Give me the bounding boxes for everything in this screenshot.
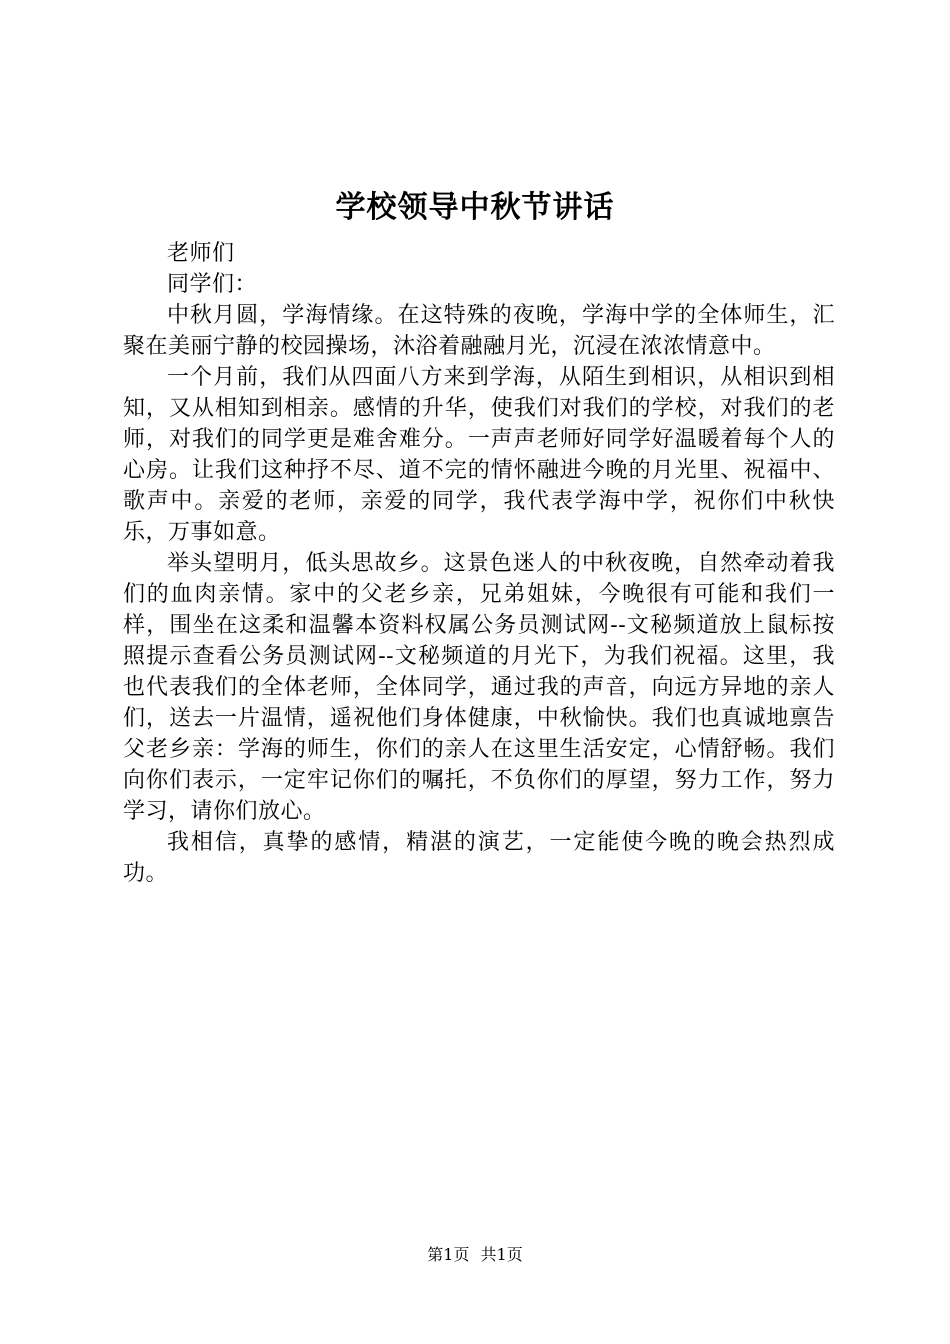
page-number: 第1页 bbox=[427, 1245, 470, 1264]
paragraph: 举头望明月，低头思故乡。这景色迷人的中秋夜晚，自然牵动着我们的血肉亲情。家中的父老乡亲，兄弟姐妹，今晚很有可能和我们一样，围坐在这柔和温馨本资料权属公务员测试网--文秘频道放上鼠标按照提示查看公务员测试网--文秘频道的月光下，为我们祝福。这里，我也代表我们的全体老师，全体同学，通过我的声音，向远方异地的亲人们，送去一片温情，遥祝他们身体健康，中秋愉快。我们也真诚地禀告父老乡亲：学海的师生，你们的亲人在这里生活安定，心情舒畅。我们向你们表示，一定牢记你们的嘱托，不负你们的厚望，努力工作，努力学习，请你们放心。 bbox=[123, 551, 835, 824]
page-footer bbox=[0, 1243, 950, 1267]
paragraph: 一个月前，我们从四面八方来到学海，从陌生到相识，从相识到相知，又从相知到相亲。感情的升华，使我们对我们的学校，对我们的老师，对我们的同学更是难舍难分。一声声老师好同学好温暖着每个人的心房。让我们这种抒不尽、道不完的情怀融进今晚的月光里、祝福中、歌声中。亲爱的老师，亲爱的同学，我代表学海中学，祝你们中秋快乐，万事如意。 bbox=[123, 365, 835, 545]
paragraph: 我相信，真挚的感情，精湛的演艺，一定能使今晚的晚会热烈成功。 bbox=[123, 830, 835, 886]
salutation-students: 同学们： bbox=[167, 272, 258, 297]
page-total: 共1页 bbox=[480, 1245, 523, 1264]
document-title: 学校领导中秋节讲话 bbox=[335, 190, 615, 225]
document-body bbox=[123, 238, 835, 889]
paragraph: 中秋月圆，学海情缘。在这特殊的夜晚，学海中学的全体师生，汇聚在美丽宁静的校园操场，沐浴着融融月光，沉浸在浓浓情意中。 bbox=[123, 303, 835, 359]
salutation-teachers: 老师们 bbox=[167, 241, 235, 266]
